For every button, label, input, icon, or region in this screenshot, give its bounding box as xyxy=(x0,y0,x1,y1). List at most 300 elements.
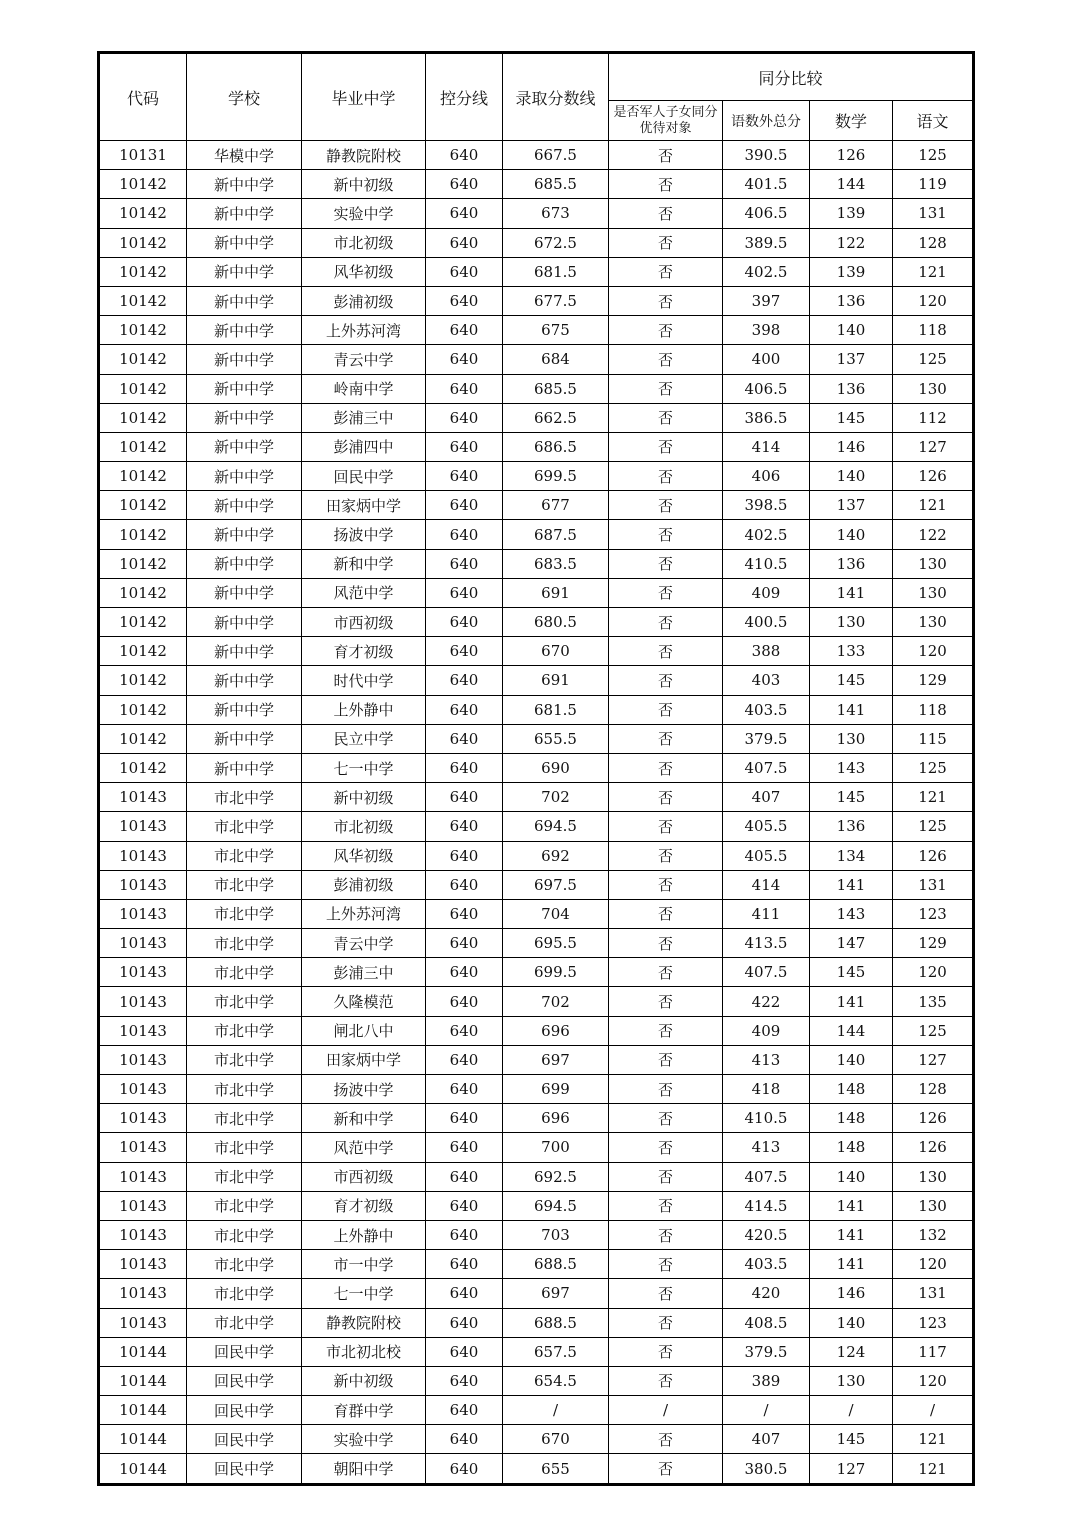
cell-military: 否 xyxy=(609,520,723,549)
cell-total-ex: 413 xyxy=(723,1133,810,1162)
table-row xyxy=(99,228,974,257)
cell-code: 10142 xyxy=(99,462,187,491)
cell-control-line: 640 xyxy=(426,491,503,520)
cell-control-line: 640 xyxy=(426,841,503,870)
cell-military: 否 xyxy=(609,578,723,607)
table-row xyxy=(99,1308,974,1337)
cell-total-ex: 414 xyxy=(723,870,810,899)
table-row xyxy=(99,1133,974,1162)
cell-code: 10144 xyxy=(99,1366,187,1395)
cell-admission-score: 697.5 xyxy=(503,870,609,899)
cell-school: 新中中学 xyxy=(187,228,302,257)
cell-math: / xyxy=(810,1396,893,1425)
cell-total-ex: 414.5 xyxy=(723,1191,810,1220)
cell-math: 141 xyxy=(810,1220,893,1249)
cell-code: 10143 xyxy=(99,1075,187,1104)
cell-school: 市北中学 xyxy=(187,1075,302,1104)
cell-math: 145 xyxy=(810,1425,893,1454)
cell-middle-school: 新中初级 xyxy=(302,1366,426,1395)
cell-chinese: 122 xyxy=(893,520,974,549)
cell-total-ex: 413.5 xyxy=(723,929,810,958)
cell-code: 10142 xyxy=(99,228,187,257)
cell-code: 10142 xyxy=(99,374,187,403)
cell-code: 10143 xyxy=(99,1045,187,1074)
cell-school: 新中中学 xyxy=(187,403,302,432)
cell-admission-score: 673 xyxy=(503,199,609,228)
cell-school: 新中中学 xyxy=(187,608,302,637)
cell-military: 否 xyxy=(609,753,723,782)
cell-chinese: 125 xyxy=(893,141,974,170)
cell-military: 否 xyxy=(609,403,723,432)
cell-code: 10143 xyxy=(99,841,187,870)
cell-math: 148 xyxy=(810,1133,893,1162)
cell-total-ex: 407 xyxy=(723,783,810,812)
cell-control-line: 640 xyxy=(426,1162,503,1191)
cell-code: 10144 xyxy=(99,1337,187,1366)
cell-code: 10142 xyxy=(99,345,187,374)
cell-chinese: 127 xyxy=(893,432,974,461)
cell-middle-school: 青云中学 xyxy=(302,345,426,374)
cell-total-ex: 405.5 xyxy=(723,841,810,870)
cell-control-line: 640 xyxy=(426,199,503,228)
cell-math: 147 xyxy=(810,929,893,958)
cell-military: 否 xyxy=(609,1366,723,1395)
cell-control-line: 640 xyxy=(426,608,503,637)
cell-math: 140 xyxy=(810,520,893,549)
cell-admission-score: 692 xyxy=(503,841,609,870)
cell-school: 新中中学 xyxy=(187,432,302,461)
cell-chinese: 128 xyxy=(893,1075,974,1104)
cell-military: 否 xyxy=(609,374,723,403)
table-row xyxy=(99,929,974,958)
table-row xyxy=(99,812,974,841)
cell-military: 否 xyxy=(609,462,723,491)
cell-middle-school: 市北初级 xyxy=(302,812,426,841)
cell-admission-score: 691 xyxy=(503,578,609,607)
cell-admission-score: 675 xyxy=(503,316,609,345)
cell-math: 141 xyxy=(810,870,893,899)
cell-math: 136 xyxy=(810,286,893,315)
cell-school: 新中中学 xyxy=(187,578,302,607)
cell-math: 130 xyxy=(810,608,893,637)
cell-total-ex: 409 xyxy=(723,578,810,607)
cell-math: 143 xyxy=(810,753,893,782)
cell-total-ex: 397 xyxy=(723,286,810,315)
cell-math: 145 xyxy=(810,666,893,695)
cell-control-line: 640 xyxy=(426,929,503,958)
cell-control-line: 640 xyxy=(426,374,503,403)
cell-math: 140 xyxy=(810,462,893,491)
cell-admission-score: 699 xyxy=(503,1075,609,1104)
cell-military: 否 xyxy=(609,491,723,520)
cell-admission-score: 690 xyxy=(503,753,609,782)
cell-control-line: 640 xyxy=(426,345,503,374)
table-row xyxy=(99,462,974,491)
cell-control-line: 640 xyxy=(426,1104,503,1133)
table-row xyxy=(99,1250,974,1279)
cell-code: 10142 xyxy=(99,316,187,345)
cell-chinese: 121 xyxy=(893,783,974,812)
cell-middle-school: 新和中学 xyxy=(302,549,426,578)
cell-chinese: 126 xyxy=(893,1104,974,1133)
cell-middle-school: 风华初级 xyxy=(302,257,426,286)
table-row xyxy=(99,432,974,461)
cell-admission-score: 694.5 xyxy=(503,812,609,841)
table-row xyxy=(99,666,974,695)
cell-control-line: 640 xyxy=(426,1133,503,1162)
cell-math: 136 xyxy=(810,812,893,841)
cell-middle-school: 静教院附校 xyxy=(302,1308,426,1337)
table-row xyxy=(99,899,974,928)
cell-total-ex: 420 xyxy=(723,1279,810,1308)
cell-military: 否 xyxy=(609,316,723,345)
cell-middle-school: 育才初级 xyxy=(302,1191,426,1220)
cell-code: 10143 xyxy=(99,1133,187,1162)
cell-code: 10142 xyxy=(99,403,187,432)
cell-control-line: 640 xyxy=(426,432,503,461)
cell-code: 10142 xyxy=(99,549,187,578)
cell-code: 10143 xyxy=(99,812,187,841)
cell-chinese: 129 xyxy=(893,929,974,958)
cell-school: 市北中学 xyxy=(187,1220,302,1249)
cell-math: 145 xyxy=(810,783,893,812)
cell-military: 否 xyxy=(609,1191,723,1220)
cell-admission-score: 695.5 xyxy=(503,929,609,958)
cell-code: 10142 xyxy=(99,578,187,607)
cell-chinese: 126 xyxy=(893,1133,974,1162)
cell-math: 144 xyxy=(810,1016,893,1045)
cell-admission-score: 702 xyxy=(503,783,609,812)
table-row xyxy=(99,316,974,345)
table-row xyxy=(99,958,974,987)
cell-chinese: 135 xyxy=(893,987,974,1016)
admission-score-sheet xyxy=(97,51,972,1486)
cell-middle-school: 民立中学 xyxy=(302,724,426,753)
cell-middle-school: 彭浦三中 xyxy=(302,958,426,987)
cell-military: 否 xyxy=(609,1162,723,1191)
cell-middle-school: 市北初北校 xyxy=(302,1337,426,1366)
cell-math: 124 xyxy=(810,1337,893,1366)
cell-school: 新中中学 xyxy=(187,374,302,403)
cell-code: 10143 xyxy=(99,1250,187,1279)
cell-admission-score: 688.5 xyxy=(503,1308,609,1337)
cell-control-line: 640 xyxy=(426,141,503,170)
cell-total-ex: 402.5 xyxy=(723,257,810,286)
table-row xyxy=(99,783,974,812)
cell-military: 否 xyxy=(609,608,723,637)
header-code: 代码 xyxy=(99,53,187,141)
table-row xyxy=(99,578,974,607)
cell-school: 市北中学 xyxy=(187,1133,302,1162)
cell-chinese: 121 xyxy=(893,1454,974,1484)
cell-control-line: 640 xyxy=(426,724,503,753)
cell-chinese: 120 xyxy=(893,286,974,315)
cell-chinese: 130 xyxy=(893,608,974,637)
cell-code: 10142 xyxy=(99,666,187,695)
table-row xyxy=(99,753,974,782)
cell-admission-score: 680.5 xyxy=(503,608,609,637)
cell-middle-school: 风范中学 xyxy=(302,578,426,607)
table-row xyxy=(99,1366,974,1395)
cell-admission-score: 704 xyxy=(503,899,609,928)
cell-admission-score: 683.5 xyxy=(503,549,609,578)
cell-total-ex: 389 xyxy=(723,1366,810,1395)
cell-middle-school: 上外静中 xyxy=(302,695,426,724)
cell-military: 否 xyxy=(609,257,723,286)
table-row xyxy=(99,1454,974,1484)
cell-total-ex: 400 xyxy=(723,345,810,374)
cell-code: 10143 xyxy=(99,870,187,899)
cell-admission-score: / xyxy=(503,1396,609,1425)
cell-middle-school: 风范中学 xyxy=(302,1133,426,1162)
cell-control-line: 640 xyxy=(426,987,503,1016)
cell-control-line: 640 xyxy=(426,549,503,578)
cell-control-line: 640 xyxy=(426,1016,503,1045)
cell-total-ex: 405.5 xyxy=(723,812,810,841)
cell-chinese: 112 xyxy=(893,403,974,432)
cell-control-line: 640 xyxy=(426,899,503,928)
cell-school: 新中中学 xyxy=(187,199,302,228)
cell-math: 140 xyxy=(810,1308,893,1337)
cell-admission-score: 697 xyxy=(503,1279,609,1308)
cell-military: 否 xyxy=(609,899,723,928)
cell-total-ex: 398.5 xyxy=(723,491,810,520)
cell-total-ex: 406.5 xyxy=(723,199,810,228)
header-admission-score: 录取分数线 xyxy=(503,53,609,141)
cell-chinese: 120 xyxy=(893,958,974,987)
cell-code: 10143 xyxy=(99,1104,187,1133)
cell-total-ex: 411 xyxy=(723,899,810,928)
cell-school: 新中中学 xyxy=(187,286,302,315)
cell-code: 10142 xyxy=(99,608,187,637)
cell-code: 10142 xyxy=(99,199,187,228)
cell-middle-school: 市西初级 xyxy=(302,608,426,637)
cell-school: 市北中学 xyxy=(187,812,302,841)
table-row xyxy=(99,491,974,520)
cell-military: 否 xyxy=(609,812,723,841)
cell-control-line: 640 xyxy=(426,286,503,315)
cell-code: 10142 xyxy=(99,432,187,461)
cell-control-line: 640 xyxy=(426,753,503,782)
cell-military: 否 xyxy=(609,1045,723,1074)
cell-school: 新中中学 xyxy=(187,637,302,666)
cell-school: 市北中学 xyxy=(187,1045,302,1074)
cell-math: 134 xyxy=(810,841,893,870)
cell-total-ex: 388 xyxy=(723,637,810,666)
table-row xyxy=(99,374,974,403)
cell-middle-school: 彭浦三中 xyxy=(302,403,426,432)
cell-control-line: 640 xyxy=(426,637,503,666)
cell-chinese: 117 xyxy=(893,1337,974,1366)
cell-admission-score: 691 xyxy=(503,666,609,695)
cell-total-ex: 413 xyxy=(723,1045,810,1074)
cell-military: 否 xyxy=(609,1220,723,1249)
cell-chinese: 132 xyxy=(893,1220,974,1249)
cell-chinese: 131 xyxy=(893,870,974,899)
cell-code: 10143 xyxy=(99,783,187,812)
cell-control-line: 640 xyxy=(426,462,503,491)
cell-school: 市北中学 xyxy=(187,1104,302,1133)
cell-math: 127 xyxy=(810,1454,893,1484)
cell-chinese: 125 xyxy=(893,345,974,374)
cell-military: 否 xyxy=(609,549,723,578)
cell-military: 否 xyxy=(609,1308,723,1337)
table-row xyxy=(99,170,974,199)
cell-chinese: 125 xyxy=(893,1016,974,1045)
cell-school: 市北中学 xyxy=(187,841,302,870)
cell-chinese: 115 xyxy=(893,724,974,753)
cell-math: 146 xyxy=(810,1279,893,1308)
cell-middle-school: 上外静中 xyxy=(302,1220,426,1249)
cell-total-ex: 414 xyxy=(723,432,810,461)
cell-control-line: 640 xyxy=(426,1454,503,1484)
cell-control-line: 640 xyxy=(426,170,503,199)
cell-total-ex: 386.5 xyxy=(723,403,810,432)
cell-total-ex: 403.5 xyxy=(723,695,810,724)
cell-military: 否 xyxy=(609,666,723,695)
table-row xyxy=(99,1104,974,1133)
cell-math: 144 xyxy=(810,170,893,199)
cell-military: 否 xyxy=(609,1454,723,1484)
header-middle-school: 毕业中学 xyxy=(302,53,426,141)
cell-code: 10143 xyxy=(99,1279,187,1308)
cell-middle-school: 田家炳中学 xyxy=(302,491,426,520)
cell-total-ex: 389.5 xyxy=(723,228,810,257)
cell-admission-score: 655 xyxy=(503,1454,609,1484)
cell-middle-school: 田家炳中学 xyxy=(302,1045,426,1074)
cell-control-line: 640 xyxy=(426,783,503,812)
cell-math: 141 xyxy=(810,1191,893,1220)
cell-admission-score: 654.5 xyxy=(503,1366,609,1395)
table-row xyxy=(99,1279,974,1308)
cell-military: 否 xyxy=(609,170,723,199)
table-row xyxy=(99,199,974,228)
cell-total-ex: 402.5 xyxy=(723,520,810,549)
cell-chinese: 130 xyxy=(893,1162,974,1191)
cell-chinese: 126 xyxy=(893,841,974,870)
cell-control-line: 640 xyxy=(426,578,503,607)
admission-table xyxy=(97,51,975,1486)
cell-school: 新中中学 xyxy=(187,345,302,374)
cell-chinese: 130 xyxy=(893,1191,974,1220)
cell-math: 148 xyxy=(810,1075,893,1104)
table-row xyxy=(99,403,974,432)
cell-control-line: 640 xyxy=(426,1191,503,1220)
cell-military: 否 xyxy=(609,724,723,753)
table-row xyxy=(99,549,974,578)
cell-code: 10142 xyxy=(99,637,187,666)
cell-total-ex: 390.5 xyxy=(723,141,810,170)
cell-admission-score: 684 xyxy=(503,345,609,374)
cell-middle-school: 彭浦初级 xyxy=(302,870,426,899)
cell-school: 市北中学 xyxy=(187,1191,302,1220)
cell-military: 否 xyxy=(609,141,723,170)
cell-school: 新中中学 xyxy=(187,666,302,695)
cell-middle-school: 实验中学 xyxy=(302,1425,426,1454)
cell-code: 10131 xyxy=(99,141,187,170)
cell-math: 141 xyxy=(810,1250,893,1279)
cell-admission-score: 672.5 xyxy=(503,228,609,257)
cell-control-line: 640 xyxy=(426,257,503,286)
cell-math: 140 xyxy=(810,1045,893,1074)
cell-code: 10142 xyxy=(99,170,187,199)
header-math: 数学 xyxy=(810,101,893,141)
cell-total-ex: 403.5 xyxy=(723,1250,810,1279)
cell-control-line: 640 xyxy=(426,1425,503,1454)
cell-military: 否 xyxy=(609,870,723,899)
cell-code: 10142 xyxy=(99,491,187,520)
cell-control-line: 640 xyxy=(426,1045,503,1074)
cell-admission-score: 688.5 xyxy=(503,1250,609,1279)
cell-control-line: 640 xyxy=(426,316,503,345)
cell-code: 10142 xyxy=(99,724,187,753)
cell-total-ex: 408.5 xyxy=(723,1308,810,1337)
cell-total-ex: 407 xyxy=(723,1425,810,1454)
cell-total-ex: 403 xyxy=(723,666,810,695)
header-chinese: 语文 xyxy=(893,101,974,141)
cell-math: 136 xyxy=(810,549,893,578)
cell-military: / xyxy=(609,1396,723,1425)
cell-code: 10143 xyxy=(99,929,187,958)
cell-middle-school: 时代中学 xyxy=(302,666,426,695)
cell-control-line: 640 xyxy=(426,1337,503,1366)
table-row xyxy=(99,345,974,374)
cell-math: 140 xyxy=(810,316,893,345)
cell-middle-school: 育才初级 xyxy=(302,637,426,666)
cell-middle-school: 青云中学 xyxy=(302,929,426,958)
table-row xyxy=(99,1425,974,1454)
cell-chinese: 129 xyxy=(893,666,974,695)
cell-total-ex: 379.5 xyxy=(723,724,810,753)
cell-middle-school: 静教院附校 xyxy=(302,141,426,170)
cell-control-line: 640 xyxy=(426,1250,503,1279)
cell-math: 145 xyxy=(810,403,893,432)
cell-math: 126 xyxy=(810,141,893,170)
cell-math: 130 xyxy=(810,1366,893,1395)
cell-math: 141 xyxy=(810,578,893,607)
cell-code: 10144 xyxy=(99,1454,187,1484)
cell-chinese: 127 xyxy=(893,1045,974,1074)
cell-middle-school: 彭浦初级 xyxy=(302,286,426,315)
cell-control-line: 640 xyxy=(426,1279,503,1308)
cell-math: 137 xyxy=(810,345,893,374)
cell-military: 否 xyxy=(609,1133,723,1162)
cell-middle-school: 七一中学 xyxy=(302,1279,426,1308)
cell-school: 新中中学 xyxy=(187,724,302,753)
table-row xyxy=(99,608,974,637)
cell-admission-score: 655.5 xyxy=(503,724,609,753)
cell-military: 否 xyxy=(609,1250,723,1279)
cell-school: 新中中学 xyxy=(187,520,302,549)
cell-admission-score: 696 xyxy=(503,1016,609,1045)
cell-total-ex: 406 xyxy=(723,462,810,491)
cell-math: 130 xyxy=(810,724,893,753)
table-row xyxy=(99,520,974,549)
cell-code: 10143 xyxy=(99,1220,187,1249)
cell-school: 市北中学 xyxy=(187,1250,302,1279)
cell-total-ex: 410.5 xyxy=(723,549,810,578)
cell-admission-score: 681.5 xyxy=(503,695,609,724)
cell-school: 新中中学 xyxy=(187,316,302,345)
cell-total-ex: 379.5 xyxy=(723,1337,810,1366)
table-row xyxy=(99,141,974,170)
cell-total-ex: 401.5 xyxy=(723,170,810,199)
cell-school: 新中中学 xyxy=(187,170,302,199)
cell-school: 回民中学 xyxy=(187,1454,302,1484)
cell-control-line: 640 xyxy=(426,870,503,899)
cell-school: 新中中学 xyxy=(187,695,302,724)
cell-code: 10143 xyxy=(99,987,187,1016)
